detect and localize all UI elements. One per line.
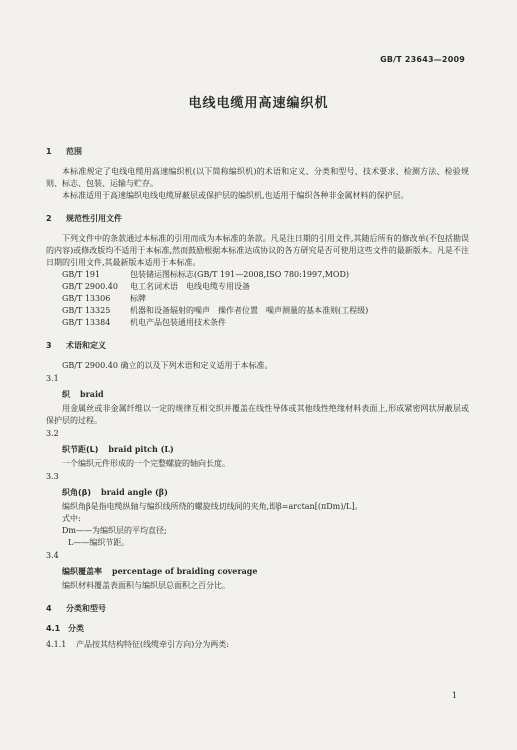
formula-where: 式中: (62, 514, 81, 523)
term-entry: 织 braid (62, 389, 104, 399)
section-3 (46, 340, 469, 592)
paragraph: 下列文件中的条款通过本标准的引用而成为本标准的条款。凡是注日期的引用文件,其随后所有的修改单(不包括勘误的内容)或修改版均不适用于本标准,然而鼓励根据本标准达成协议的各方研究是否可使用这些文件的最新版本。凡是不注日期的引用文件,其最新版本适用于本标准。 (46, 234, 469, 267)
section-heading: 1 范围 (46, 147, 82, 156)
term-entry: 编织覆盖率 percentage of braiding coverage (62, 566, 258, 576)
paragraph: 本标准适用于高速编织电线电缆屏蔽层或保护层的编织机,也适用于编织各种非金属材料的保护层。 (62, 191, 409, 200)
subsection-heading: 4.1 分类 (46, 624, 84, 633)
term-definition: 一个编织元件形成的一个完整螺旋的轴向长度。 (62, 459, 230, 468)
clause-number: 3.4 (46, 551, 59, 560)
paragraph: 本标准规定了电线电缆用高速编织机(以下简称编织机)的术语和定义、分类和型号、技术要求、检测方法、检验规则、标志、包装、运输与贮存。 (46, 167, 469, 188)
page-number: 1 (451, 691, 457, 700)
reference-item: GB/T 13384 机电产品包装通用技术条件 (62, 318, 226, 327)
subsubsection: 4.1.1 产品按其结构特征(线缆牵引方向)分为两类: (46, 640, 229, 649)
clause-number: 3.1 (46, 374, 59, 383)
section-heading: 2 规范性引用文件 (46, 214, 122, 223)
reference-item: GB/T 13306 标牌 (62, 294, 146, 303)
standard-code: GB/T 23643—2009 (380, 55, 465, 64)
document-title: 电线电缆用高速编织机 (188, 96, 329, 111)
term-entry: 织节距(L) braid pitch (L) (62, 444, 174, 454)
term-entry: 织角(β) braid angle (β) (62, 487, 168, 497)
paragraph: GB/T 2900.40 确立的以及下列术语和定义适用于本标准。 (62, 361, 273, 370)
term-definition: 用金属丝或非金属纤维以一定的规律互相交织并覆盖在线性导体或其他线性绝缘材料表面上,形成紧密网状屏蔽层或保护层的过程。 (46, 404, 469, 425)
section-heading: 4 分类和型号 (46, 604, 106, 613)
section-2 (46, 213, 469, 329)
section-4 (46, 603, 469, 651)
reference-item: GB/T 13325 机器和设备辐射的噪声 操作者位置 噪声测量的基本准则(工程级) (62, 306, 369, 315)
term-definition: 编织角β是指电缆纵轴与编织线所绕的螺旋线切线间的夹角,即β=arctan[(πDm)/L]。 (62, 502, 363, 511)
clause-number: 3.2 (46, 429, 59, 438)
reference-item: GB/T 191 包装储运图标标志(GB/T 191—2008,ISO 780:1997,MOD) (62, 270, 350, 279)
formula-variable: Dm——为编织层的平均直径; (62, 526, 167, 535)
term-definition: 编织材料覆盖表面积与编织层总面积之百分比。 (62, 581, 230, 590)
section-1 (46, 146, 469, 202)
section-heading: 3 术语和定义 (46, 341, 106, 350)
clause-number: 3.3 (46, 472, 59, 481)
formula-variable: L——编织节距。 (68, 538, 130, 547)
document-body (46, 146, 469, 662)
reference-item: GB/T 2900.40 电工名词术语 电线电缆专用设备 (62, 282, 250, 291)
